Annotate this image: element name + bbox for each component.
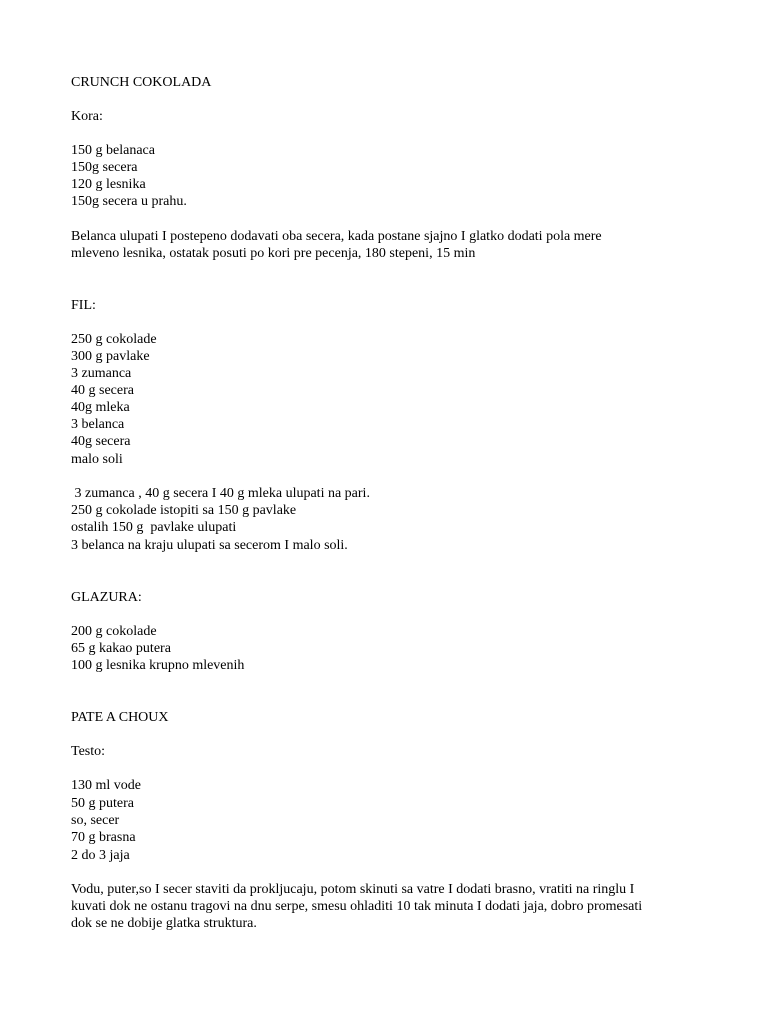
ingredient-line: so, secer (71, 813, 120, 828)
ingredient-line: 2 do 3 jaja (71, 848, 130, 863)
ingredient-line: 300 g pavlake (71, 349, 150, 364)
instruction-line: Belanca ulupati I postepeno dodavati oba secera, kada postane sjajno I glatko dodati pola mere (71, 229, 602, 244)
ingredient-line: malo soli (71, 452, 123, 467)
ingredient-line: 120 g lesnika (71, 177, 146, 192)
ingredient-line: 50 g putera (71, 796, 134, 811)
testo-heading: Testo: (71, 744, 106, 759)
instruction-line: dok se ne dobije glatka struktura. (71, 916, 257, 931)
fil-heading: FIL: (71, 298, 96, 313)
ingredient-line: 70 g brasna (71, 830, 136, 845)
instruction-line: Vodu, puter,so I secer staviti da prokljucaju, potom skinuti sa vatre I dodati brasno, vratiti na ringlu I (71, 882, 635, 897)
instruction-line: 3 zumanca , 40 g secera I 40 g mleka ulupati na pari. (71, 486, 370, 501)
instruction-line: 250 g cokolade istopiti sa 150 g pavlake (71, 503, 297, 518)
ingredient-line: 200 g cokolade (71, 624, 157, 639)
ingredient-line: 65 g kakao putera (71, 641, 171, 656)
ingredient-line: 130 ml vode (71, 778, 141, 793)
instruction-line: 3 belanca na kraju ulupati sa secerom I malo soli. (71, 538, 348, 553)
ingredient-line: 40g mleka (71, 400, 130, 415)
recipe-title: CRUNCH COKOLADA (71, 75, 212, 90)
ingredient-line: 3 belanca (71, 417, 125, 432)
instruction-line: ostalih 150 g pavlake ulupati (71, 520, 237, 535)
ingredient-line: 250 g cokolade (71, 332, 157, 347)
glazura-heading: GLAZURA: (71, 590, 142, 605)
ingredient-line: 40g secera (71, 434, 131, 449)
kora-heading: Kora: (71, 109, 103, 124)
instruction-line: kuvati dok ne ostanu tragovi na dnu serpe, smesu ohladiti 10 tak minuta I dodati jaja, dobro promesati (71, 899, 643, 914)
ingredient-line: 3 zumanca (71, 366, 132, 381)
ingredient-line: 150g secera u prahu. (71, 194, 187, 209)
instruction-line: mleveno lesnika, ostatak posuti po kori pre pecenja, 180 stepeni, 15 min (71, 246, 476, 261)
ingredient-line: 150 g belanaca (71, 143, 155, 158)
ingredient-line: 40 g secera (71, 383, 134, 398)
ingredient-line: 150g secera (71, 160, 138, 175)
pate-a-choux-title: PATE A CHOUX (71, 710, 169, 725)
ingredient-line: 100 g lesnika krupno mlevenih (71, 658, 245, 673)
